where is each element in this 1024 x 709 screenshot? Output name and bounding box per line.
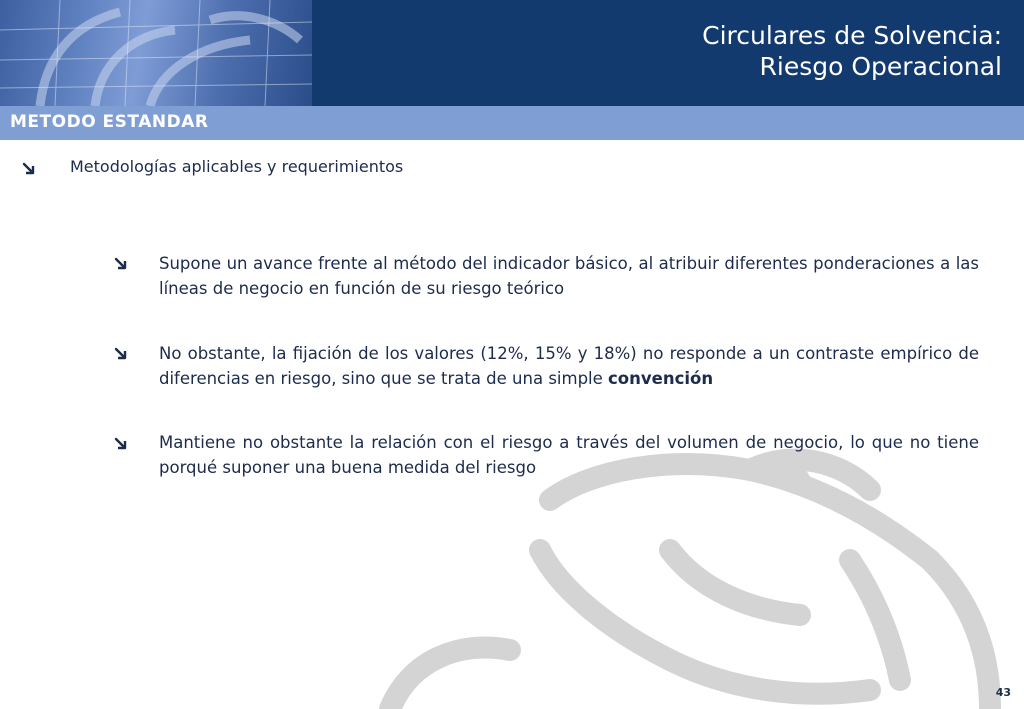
section-title: METODO ESTANDAR xyxy=(10,112,209,132)
bullet-point-2-bold: convención xyxy=(608,369,714,388)
bullet-point-2-text: No obstante, la fijación de los valores (12%, 15% y 18%) no responde a un contraste empírico de diferencias en riesgo, sino que se trata de una simple xyxy=(159,344,979,388)
arrow-down-right-icon xyxy=(114,256,128,270)
arrow-down-right-icon xyxy=(22,161,36,175)
level1-heading: Metodologías aplicables y requerimientos xyxy=(70,157,404,176)
page-number: 43 xyxy=(995,686,1011,699)
page-title-line1: Circulares de Solvencia: xyxy=(702,21,1002,50)
bullet-point-2 xyxy=(159,341,979,391)
bullet-point-1 xyxy=(159,251,979,301)
bullet-point-3 xyxy=(159,430,979,480)
arrow-down-right-icon xyxy=(114,346,128,360)
page-title-line2: Riesgo Operacional xyxy=(759,52,1002,81)
header-banner xyxy=(0,0,1024,106)
bullet-point-3-text: Mantiene no obstante la relación con el riesgo a través del volumen de negocio, lo que no tiene porqué suponer una buena medida del riesgo xyxy=(159,433,979,477)
section-bar xyxy=(0,106,1024,140)
page-title xyxy=(702,20,1002,82)
arrow-down-right-icon xyxy=(114,436,128,450)
griffin-watermark-icon xyxy=(370,360,1024,709)
griffin-logo-icon xyxy=(0,0,312,106)
header-photo xyxy=(0,0,312,106)
bullet-point-1-text: Supone un avance frente al método del indicador básico, al atribuir diferentes ponderaciones a las líneas de negocio en función de su riesgo teórico xyxy=(159,254,979,298)
